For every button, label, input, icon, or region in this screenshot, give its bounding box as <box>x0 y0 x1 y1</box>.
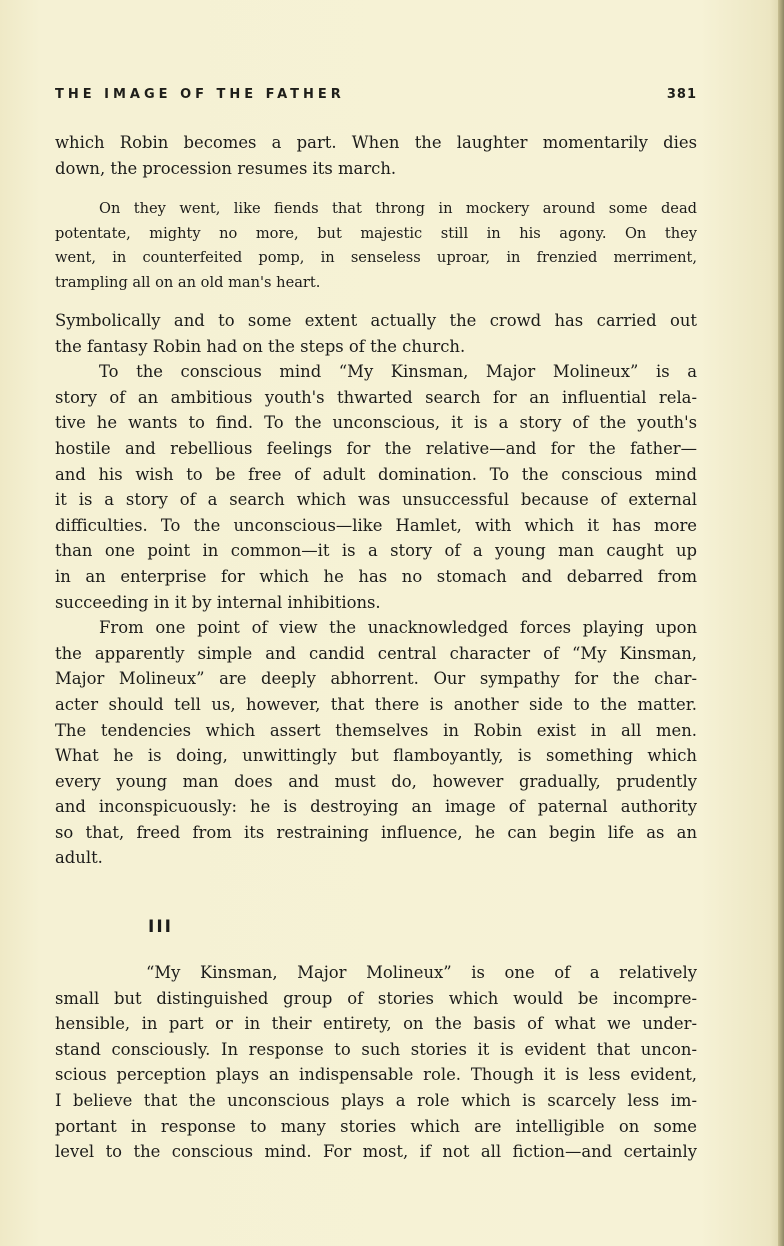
text-line: down, the procession resumes its march. <box>55 158 397 178</box>
paragraph-2 <box>55 308 697 871</box>
text-line: level to the conscious mind. For most, if not all fiction—and certainly <box>55 1142 697 1162</box>
text-line: On they went, like fiends that throng in mockery around some dead <box>99 200 697 217</box>
text-line: the fantasy Robin had on the steps of the church. <box>55 336 466 356</box>
text-line: portant in response to many stories which are intelligible on some <box>55 1116 697 1136</box>
page-number: 381 <box>666 87 697 102</box>
text-line: and his wish to be free of adult domination. To the conscious mind <box>55 464 697 484</box>
text-line: and inconspicuously: he is destroying an image of paternal authority <box>55 797 697 817</box>
page-edge <box>778 0 784 1246</box>
text-line: acter should tell us, however, that there is another side to the matter. <box>55 694 697 714</box>
text-line: To the conscious mind “My Kinsman, Major Molineux” is a <box>99 362 697 382</box>
paragraph-1 <box>55 130 697 181</box>
text-line: succeeding in it by internal inhibitions. <box>55 592 381 612</box>
running-title: THE IMAGE OF THE FATHER <box>55 87 345 102</box>
section-heading: III <box>148 917 173 937</box>
text-line: story of an ambitious youth's thwarted search for an influential rela- <box>55 387 697 407</box>
text-line: tive he wants to find. To the unconscious, it is a story of the youth's <box>55 413 697 433</box>
text-line: it is a story of a search which was unsuccessful because of external <box>55 490 697 510</box>
text-line: From one point of view the unacknowledged forces playing upon <box>99 618 697 638</box>
text-line: stand consciously. In response to such stories it is evident that uncon- <box>55 1039 697 1059</box>
text-line: I believe that the unconscious plays a role which is scarcely less im- <box>55 1090 697 1110</box>
text-line: hostile and rebellious feelings for the relative—and for the father— <box>55 438 697 458</box>
text-line: potentate, mighty no more, but majestic still in his agony. On they <box>55 224 697 242</box>
text-line: adult. <box>55 848 103 868</box>
text-line: hensible, in part or in their entirety, on the basis of what we under- <box>55 1014 697 1034</box>
text-line: difficulties. To the unconscious—like Hamlet, with which it has more <box>55 515 697 535</box>
paragraph-3 <box>55 960 697 1165</box>
text-line: “My Kinsman, Major Molineux” is one of a relatively <box>146 963 697 982</box>
text-line: Major Molineux” are deeply abhorrent. Our sympathy for the char- <box>55 669 697 689</box>
text-line: What he is doing, unwittingly but flamboyantly, is something which <box>55 746 697 766</box>
text-line: which Robin becomes a part. When the laughter momentarily dies <box>55 133 697 152</box>
text-line: the apparently simple and candid central character of “My Kinsman, <box>55 643 697 663</box>
text-line: Symbolically and to some extent actually the crowd has carried out <box>55 311 697 330</box>
running-header <box>55 87 697 102</box>
text-line: trampling all on an old man's heart. <box>55 273 321 291</box>
text-line: than one point in common—it is a story of a young man caught up <box>55 541 697 561</box>
text-line: small but distinguished group of stories which would be incompre- <box>55 988 697 1008</box>
text-line: in an enterprise for which he has no stomach and debarred from <box>55 566 697 586</box>
text-line: went, in counterfeited pomp, in senseless uproar, in frenzied merriment, <box>55 249 697 267</box>
text-line: The tendencies which assert themselves in Robin exist in all men. <box>55 720 697 740</box>
text-line: so that, freed from its restraining influence, he can begin life as an <box>55 822 697 842</box>
block-quote <box>55 197 697 295</box>
text-line: every young man does and must do, however gradually, prudently <box>55 771 697 791</box>
text-line: scious perception plays an indispensable role. Though it is less evident, <box>55 1065 697 1085</box>
